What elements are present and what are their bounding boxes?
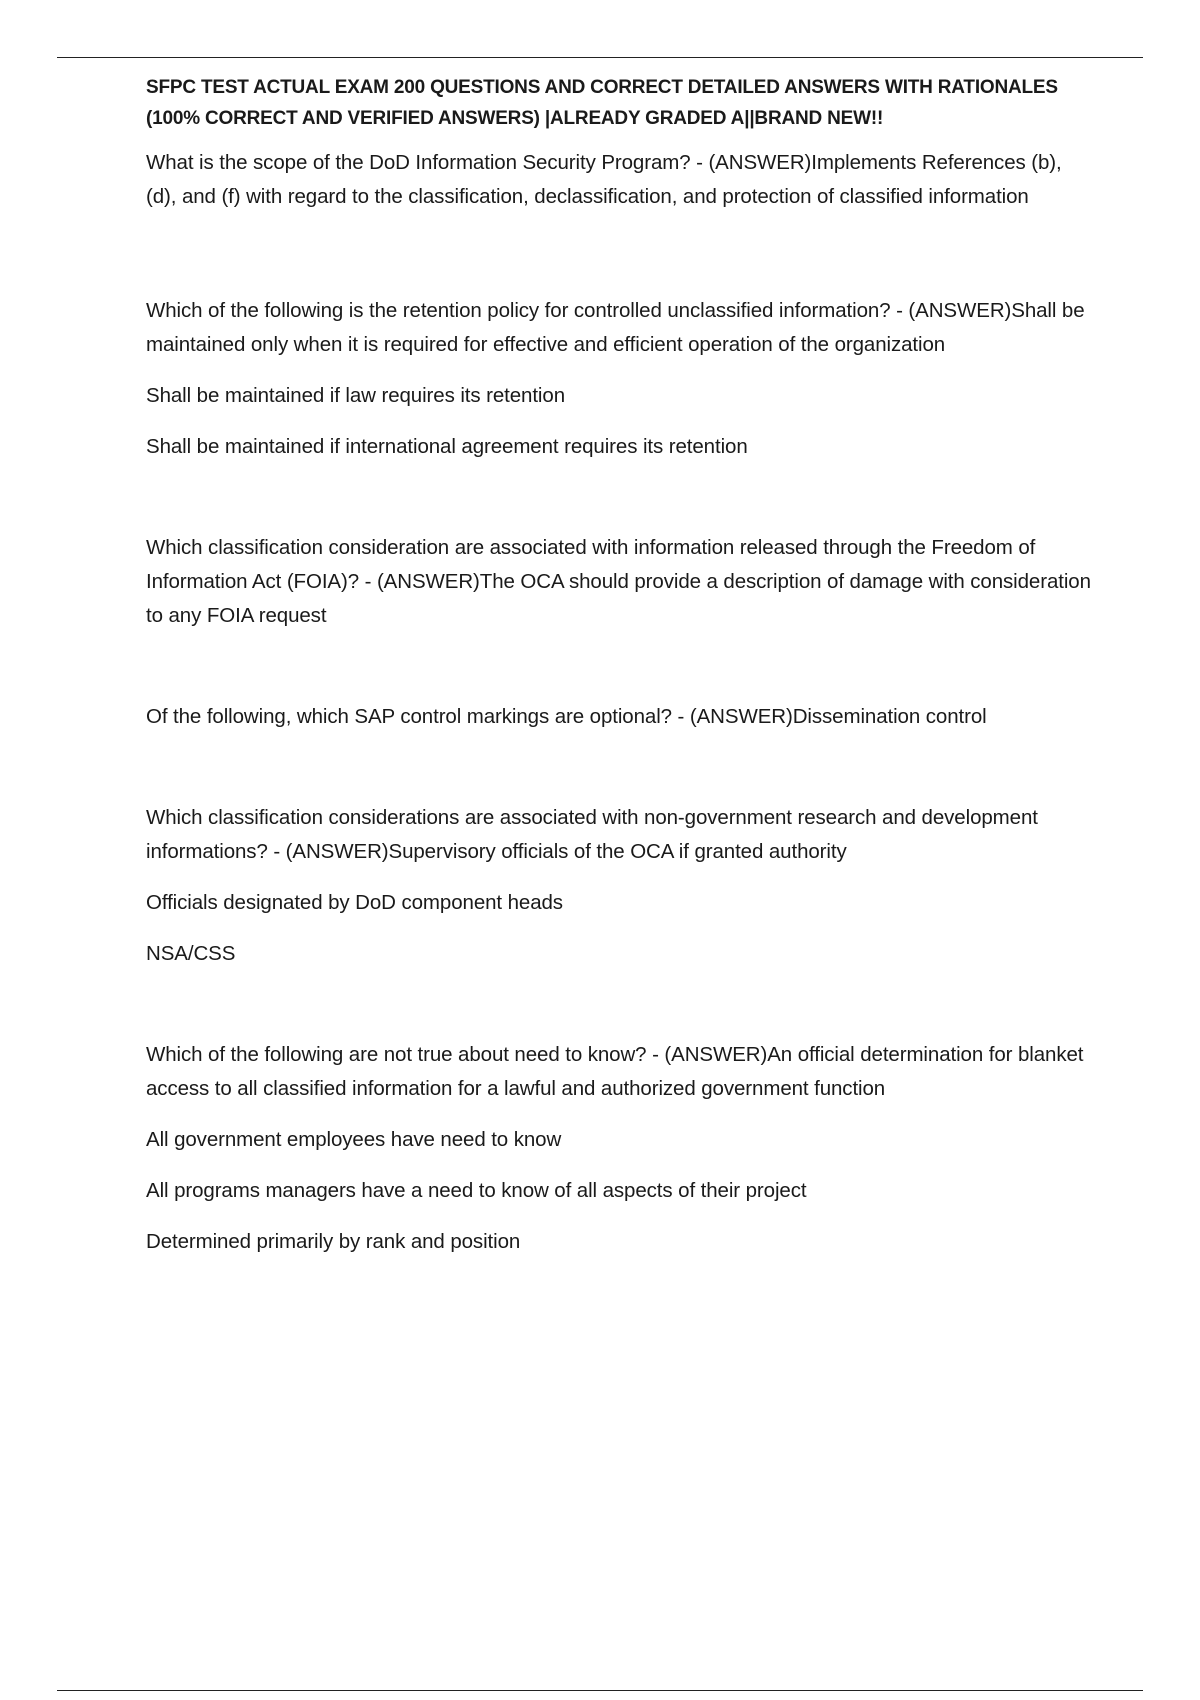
spacer <box>146 751 1096 801</box>
qa-item-4 <box>146 700 1096 734</box>
document-title: SFPC TEST ACTUAL EXAM 200 QUESTIONS AND CORRECT DETAILED ANSWERS WITH RATIONALES (100% CORRECT AND VERIFIED ANSWERS) |ALREADY GRADED A||BRAND NEW!! <box>146 77 1058 129</box>
qa-item-6 <box>146 1038 1096 1259</box>
spacer <box>146 988 1096 1038</box>
qa-item-5 <box>146 801 1096 971</box>
spacer <box>146 481 1096 531</box>
question-text: Which of the following are not true about need to know? - (ANSWER)An official determination for blanket access to all classified information for a lawful and authorized government function <box>146 1043 1084 1100</box>
answer-option: NSA/CSS <box>146 942 236 965</box>
question-text: Which of the following is the retention policy for controlled unclassified information? - (ANSWER)Shall be maintained only when it is required for effective and efficient operation of the organization <box>146 299 1085 356</box>
question-text: What is the scope of the DoD Information Security Program? - (ANSWER)Implements References (b), (d), and (f) with regard to the classification, declassification, and protection of classified information <box>146 151 1062 208</box>
qa-item-1 <box>146 146 1096 214</box>
spacer <box>146 231 1096 294</box>
answer-option: All programs managers have a need to know of all aspects of their project <box>146 1179 807 1202</box>
question-text: Which classification considerations are associated with non-government research and development informations? - (ANSWER)Supervisory officials of the OCA if granted authority <box>146 806 1038 863</box>
question-text: Which classification consideration are associated with information released through the Freedom of Information Act (FOIA)? - (ANSWER)The OCA should provide a description of damage with consideration to any FOIA request <box>146 536 1091 627</box>
answer-option: Determined primarily by rank and position <box>146 1230 521 1253</box>
document-body <box>146 72 1096 1276</box>
answer-option: All government employees have need to know <box>146 1128 562 1151</box>
answer-option: Officials designated by DoD component heads <box>146 891 563 914</box>
answer-option: Shall be maintained if law requires its retention <box>146 384 565 407</box>
answer-option: Shall be maintained if international agreement requires its retention <box>146 435 748 458</box>
qa-item-2 <box>146 294 1096 464</box>
top-divider <box>57 57 1143 58</box>
spacer <box>146 650 1096 700</box>
question-text: Of the following, which SAP control markings are optional? - (ANSWER)Dissemination control <box>146 705 987 728</box>
qa-item-3 <box>146 531 1096 633</box>
bottom-divider <box>57 1690 1143 1691</box>
